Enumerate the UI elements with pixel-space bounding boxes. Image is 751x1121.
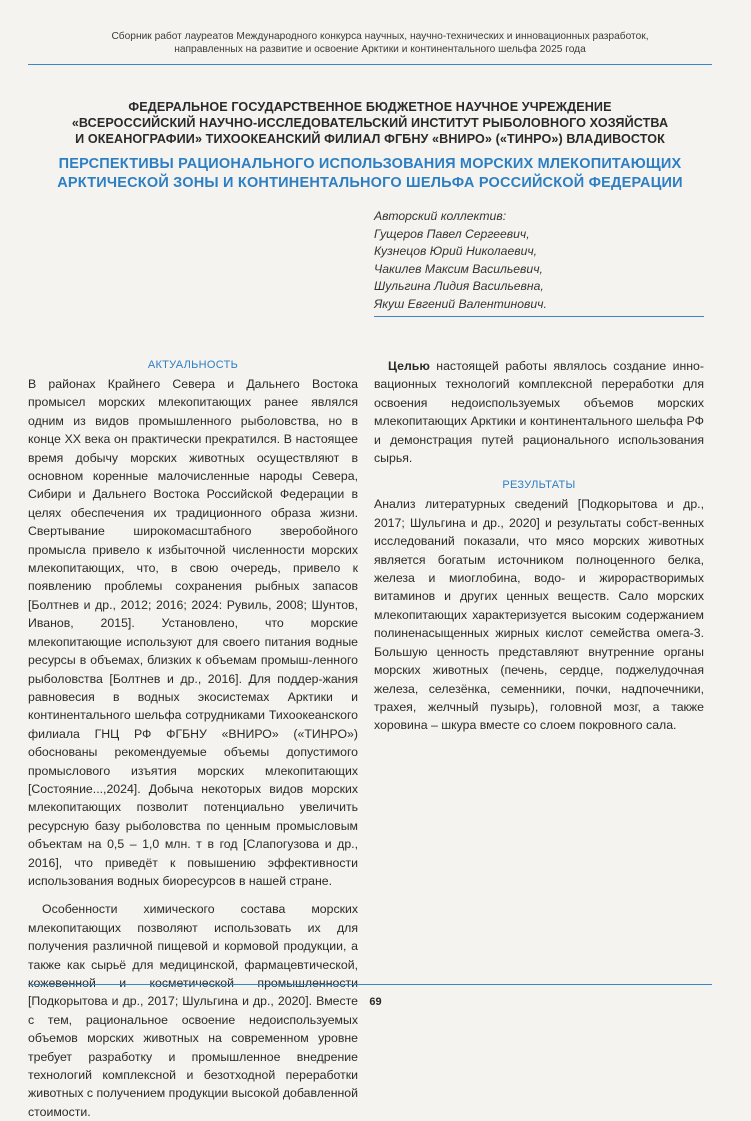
institution-line: ФЕДЕРАЛЬНОЕ ГОСУДАРСТВЕННОЕ БЮДЖЕТНОЕ НАУЧНОЕ УЧРЕЖДЕНИЕ	[128, 100, 612, 114]
author-name: Шульгина Лидия Васильевна,	[374, 279, 544, 293]
section-heading-results: РЕЗУЛЬТАТЫ	[502, 479, 576, 492]
author-name: Чакилев Максим Васильевич,	[374, 261, 543, 276]
article-title	[40, 155, 700, 193]
goal-text: настоящей работы являлось создание инно-вационных технологий комплексной переработки для освоения недоиспользуемых объемов морских млекопитающих Арктики и континентального шельфа РФ и демонстрация путей рационального использования сырья.	[374, 359, 704, 466]
page-number: 69	[369, 996, 382, 1008]
author-block	[374, 208, 704, 313]
title-line: АРКТИЧЕСКОЙ ЗОНЫ И КОНТИНЕНТАЛЬНОГО ШЕЛЬФА РОССИЙСКОЙ ФЕДЕРАЦИИ	[57, 175, 683, 191]
right-column	[374, 357, 704, 735]
goal-label: Целью	[388, 359, 430, 373]
header-divider	[28, 64, 712, 65]
institution-line: «ВСЕРОССИЙСКИЙ НАУЧНО-ИССЛЕДОВАТЕЛЬСКИЙ ИНСТИТУТ РЫБОЛОВНОГО ХОЗЯЙСТВА	[71, 116, 669, 130]
running-head	[60, 30, 700, 56]
institution-line: И ОКЕАНОГРАФИИ» ТИХООКЕАНСКИЙ ФИЛИАЛ ФГБНУ «ВНИРО» («ТИНРО») ВЛАДИВОСТОК	[75, 132, 665, 146]
relevance-paragraph: В районах Крайнего Севера и Дальнего Востока промысел морских млекопитающих ранее являлся одним из видов промышленного рыболовства, но в конце XX века он практически прекратился. В настоящее время добычу морских животных осуществляют в основном коренные малочисленные народы Севера, Сибири и Дальнего Востока Российской Федерации в целях обеспечения их традиционного образа жизни. Свертывание широкомасштабного зверобойного промысла привело к избыточной численности морских млекопитающих, что, в свою очередь, привело к появлению проблемы сохранения рыбных запасов [Болтнев и др., 2012; 2016; 2024: Рувиль, 2008; Шунтов, Иванов, 2015]. Установлено, что морские млекопитающие используют для своего питания водные ресурсы в объемах, близких к объемам промыш-ленного рыболовства [Болтнев и др., 2016]. Для поддер-жания равновесия в водных экосистемах Арктики и континентального шельфа сотрудниками Тихоокеанского филиала ГНЦ РФ ФГБНУ «ВНИРО» («ТИНРО») обоснованы рекомендуемые объемы допустимого промыслового изъятия морских млекопитающих [Состояние...,2024]. Добыча некоторых видов морских млекопитающих позволит потенциально увеличить ресурсную базу рыболовства по ценным промысловым объектам на 0,5 – 1,0 млн. т в год [Слапогузова и др., 2016], что приведёт к повышению эффективности использования водных биоресурсов в нашей стране.	[28, 377, 358, 888]
author-name: Гущеров Павел Сергеевич,	[374, 226, 530, 241]
author-name: Якуш Евгений Валентинович.	[374, 296, 547, 311]
composition-paragraph: Особенности химического состава морских млекопитающих позволяют использовать их для получения различной пищевой и кормовой продукции, а также как сырьё для медицинской, фармацевтической, кожевенной и косметической промышленности [Подкорытова и др., 2017; Шульгина и др., 2020]. Вместе с тем, рациональное освоение недоиспользуемых объемов морских животных на современном уровне требует разработку и промышленное внедрение технологий комплексной и безотходной переработки животных с получением продукции высокой добавленной стоимости.	[28, 902, 358, 1119]
footer-divider	[28, 984, 712, 985]
authors-label: Авторский коллектив:	[374, 209, 507, 223]
running-head-line: Сборник работ лауреатов Международного конкурса научных, научно-технических и инновационных разработок,	[111, 31, 649, 42]
title-line: ПЕРСПЕКТИВЫ РАЦИОНАЛЬНОГО ИСПОЛЬЗОВАНИЯ МОРСКИХ МЛЕКОПИТАЮЩИХ	[58, 156, 682, 172]
results-paragraph: Анализ литературных сведений [Подкорытова и др., 2017; Шульгина и др., 2020] и результаты собст-венных исследований показали, что мясо морских животных является богатым источником полноценного белка, железа и миоглобина, водо- и жирорастворимых витаминов и других ценных веществ. Сало морских млекопитающих характеризуется высоким содержанием полиненасыщенных жирных кислот семейства омега-3. Большую ценность представляют внутренние органы морских животных (печень, сердце, поджелудочная железа, селезёнка, семенники, почки, надпочечники, трахея, желчный пузырь), головной мозг, а также хоровина – шкура вместе со слоем покровного сала.	[374, 497, 704, 733]
running-head-line: направленных на развитие и освоение Арктики и континентального шельфа 2025 года	[174, 44, 586, 55]
institution-name	[40, 99, 700, 147]
author-name: Кузнецов Юрий Николаевич,	[374, 244, 538, 258]
goal-paragraph	[374, 357, 704, 467]
section-heading-relevance: АКТУАЛЬНОСТЬ	[147, 359, 239, 371]
authors-divider	[374, 316, 704, 317]
